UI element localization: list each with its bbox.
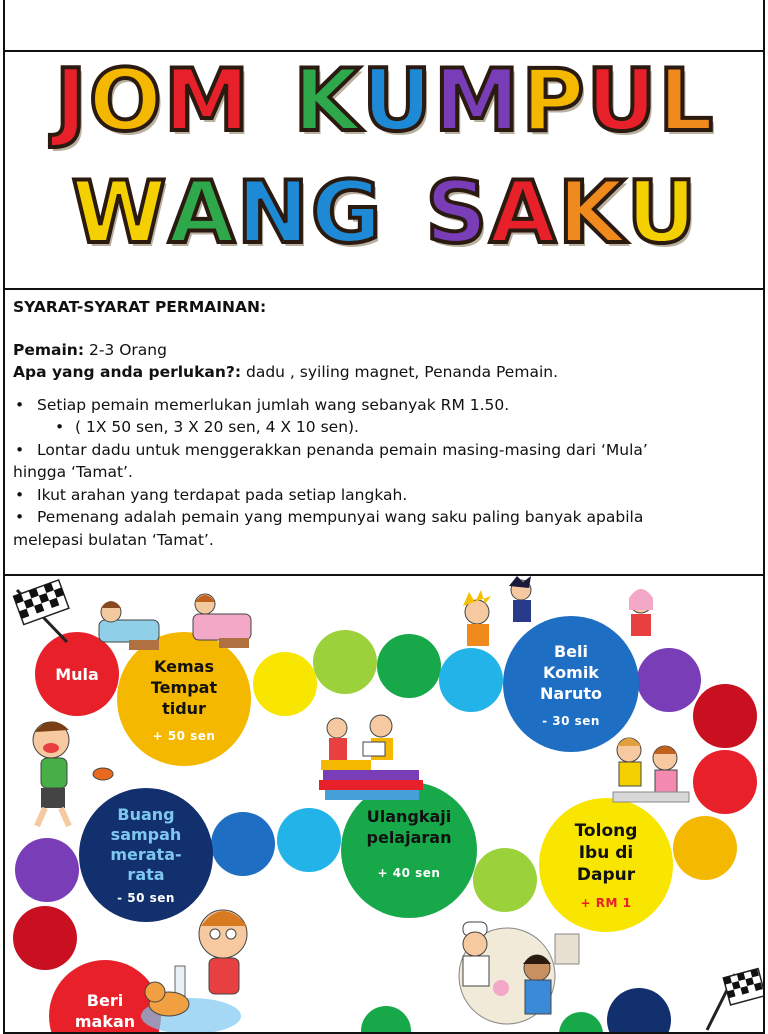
game-board <box>3 574 765 1034</box>
rules-heading: SYARAT-SYARAT PERMAINAN: <box>13 298 267 316</box>
tolong-ibu-amount: + RM 1 <box>580 896 632 910</box>
rule-text: melepasi bulatan ‘Tamat’. <box>13 530 214 549</box>
step-circle <box>693 684 757 748</box>
step-circle <box>361 1006 411 1034</box>
top-strip <box>3 0 765 52</box>
title-letter: U <box>586 51 657 151</box>
beli-komik-amount: - 30 sen <box>542 713 600 728</box>
buang-sampah-amount: - 50 sen <box>117 891 175 905</box>
step-circle <box>673 816 737 880</box>
players-line <box>13 339 761 362</box>
title-letter: G <box>310 163 382 263</box>
checkered-flag-icon <box>695 970 765 1032</box>
title-letter: K <box>293 51 361 151</box>
kemas-label: Kemas Tempat tidur <box>150 656 218 718</box>
title-letter: L <box>658 51 714 151</box>
ulangkaji-label: Ulangkaji pelajaran <box>366 807 452 847</box>
rule-text: • Lontar dadu untuk menggerakkan penanda pemain masing-masing dari ‘Mula’ <box>37 440 648 459</box>
buang-sampah-label: Buang sampah merata- rata <box>110 805 182 884</box>
rule-continuation <box>13 529 761 552</box>
title-line-2 <box>5 163 763 263</box>
step-circle <box>313 630 377 694</box>
naruto-characters-icon <box>459 576 669 658</box>
tolong-ibu-circle <box>539 798 673 932</box>
title-line-1 <box>5 51 763 151</box>
tolong-ibu-label: Tolong Ibu di Dapur <box>574 821 638 885</box>
title-letter: U <box>362 51 432 151</box>
title-letter: S <box>425 163 488 263</box>
boy-cat-icon <box>139 904 269 1034</box>
title-letter: M <box>433 51 520 151</box>
title-banner <box>3 50 765 290</box>
step-circle <box>473 848 537 912</box>
title-letter: A <box>168 163 235 263</box>
rule-text: ( 1X 50 sen, 3 X 20 sen, 4 X 10 sen). <box>75 418 359 436</box>
step-circle <box>377 634 441 698</box>
step-circle <box>253 652 317 716</box>
rule-subitem <box>13 416 761 439</box>
needs-label: Apa yang anda perlukan?: <box>13 363 242 381</box>
step-circle <box>15 838 79 902</box>
title-letter: M <box>163 51 250 151</box>
mula-label: Mula <box>55 664 99 684</box>
rule-text: Setiap pemain memerlukan jumlah wang sebanyak RM 1.50. <box>37 395 510 414</box>
rule-item <box>13 439 761 462</box>
rule-continuation <box>13 461 761 484</box>
step-circle <box>277 808 341 872</box>
rules-list <box>13 394 761 552</box>
title-letter: J <box>54 51 87 151</box>
rule-text: Ikut arahan yang terdapat pada setiap langkah. <box>37 485 408 504</box>
title-letter: K <box>558 163 625 263</box>
needs-value: dadu , syiling magnet, Penanda Pemain. <box>241 363 558 381</box>
rule-item <box>13 484 761 507</box>
title-letter: W <box>71 163 167 263</box>
beli-komik-label: Beli Komik Naruto <box>539 641 603 703</box>
title-letter: N <box>236 163 309 263</box>
chef-family-icon <box>445 914 585 1024</box>
title-letter: O <box>88 51 162 151</box>
players-value: 2-3 Orang <box>84 340 167 359</box>
rule-text: • Pemenang adalah pemain yang mempunyai wang saku paling banyak apabila <box>37 508 644 526</box>
beri-makan-label: Beri makan <box>74 991 136 1031</box>
needs-line <box>13 361 761 384</box>
kids-reading-icon <box>309 712 429 810</box>
boy-eating-icon <box>25 716 125 832</box>
step-circle <box>211 812 275 876</box>
title-letter: U <box>626 163 697 263</box>
rule-text: hingga ‘Tamat’. <box>13 463 133 481</box>
step-circle <box>607 988 671 1034</box>
kemas-amount: + 50 sen <box>152 728 216 743</box>
ulangkaji-amount: + 40 sen <box>377 866 441 880</box>
rule-item <box>13 394 761 417</box>
step-circle <box>693 750 757 814</box>
rules-text <box>13 296 761 551</box>
rule-item <box>13 506 761 529</box>
rules-panel <box>3 288 765 576</box>
title-letter: P <box>521 51 585 151</box>
players-label: Pemain: <box>13 340 85 359</box>
girls-cooking-icon <box>609 732 693 810</box>
checkered-flag-icon <box>9 582 79 644</box>
kids-bed-icon <box>89 590 259 660</box>
title-letter: A <box>489 163 557 263</box>
